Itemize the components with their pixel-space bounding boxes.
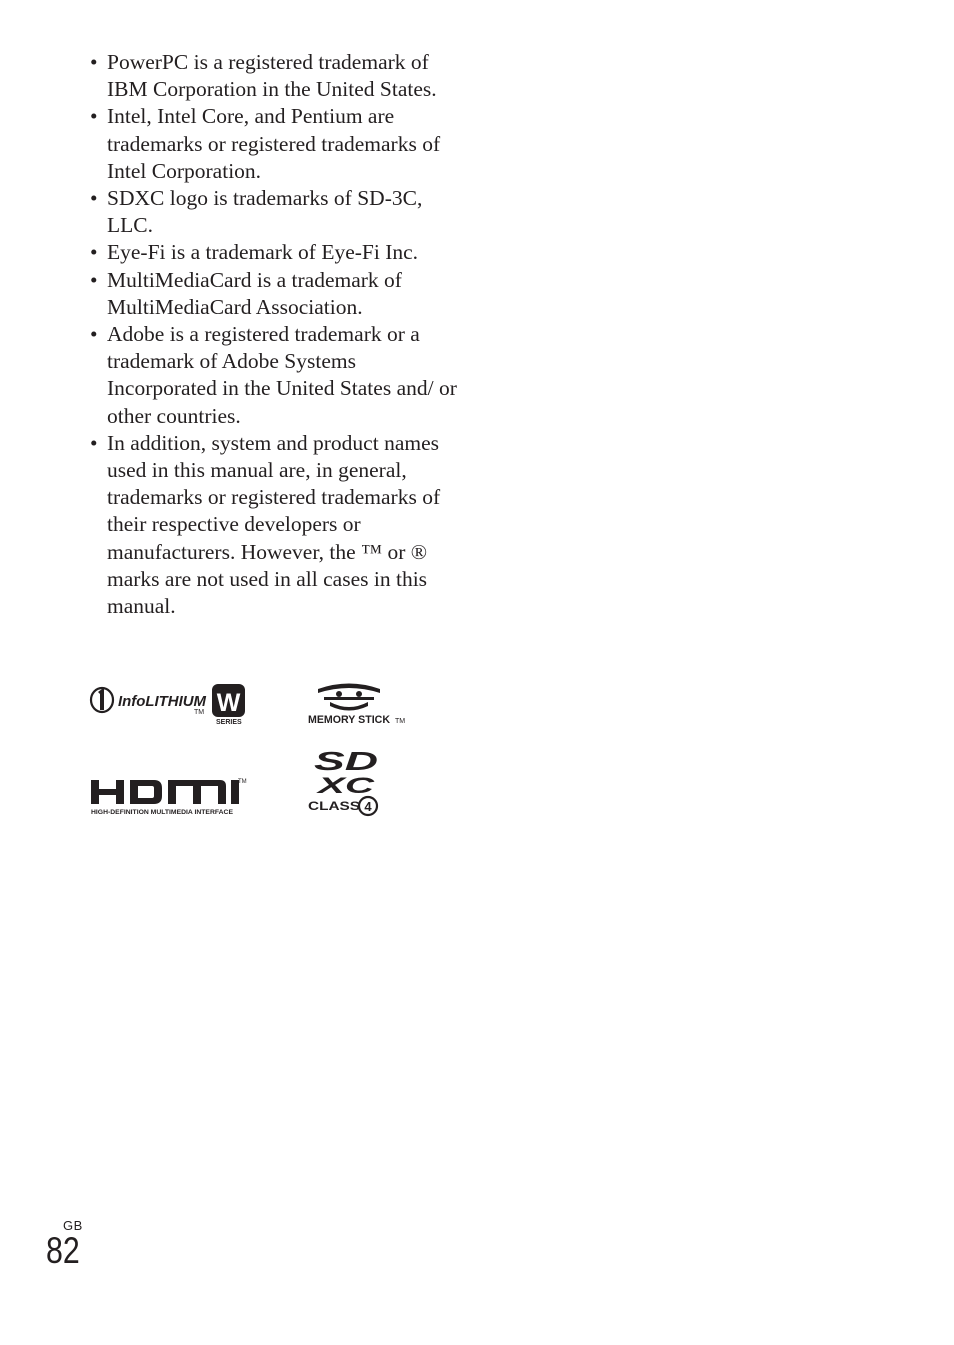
trademark-text: MultiMediaCard is a trademark of MultiMediaCard Association. (107, 267, 402, 319)
memory-stick-tm: TM (395, 718, 406, 725)
memory-stick-wordmark: MEMORY STICK (308, 714, 391, 726)
trademark-item (90, 430, 460, 620)
trademark-item (90, 103, 460, 185)
class-number: 4 (364, 799, 372, 814)
bullet: • (90, 104, 98, 129)
page-number: 82 (46, 1230, 80, 1271)
trademark-item (90, 49, 460, 103)
sdxc-class4-logo (306, 746, 386, 817)
series-label: SERIES (216, 719, 242, 726)
sd-wordmark: SD (314, 746, 379, 776)
bullet: • (90, 50, 98, 74)
bullet: • (90, 430, 98, 455)
trademark-text: In addition, system and product names used in this manual are, in general, trademarks or registered trademarks of their respective developers or manufacturers. However, the ™ or ® marks are not used in all cases in this manual. (107, 430, 441, 619)
trademark-item (90, 321, 460, 430)
xc-wordmark: XC (314, 773, 377, 798)
infolithium-wordmark: InfoLITHIUM (118, 693, 207, 710)
trademark-text: Eye-Fi is a trademark of Eye-Fi Inc. (107, 240, 419, 265)
infolithium-tm: TM (194, 709, 205, 716)
region-code: GB (63, 1218, 83, 1233)
trademark-item (90, 267, 460, 321)
trademark-text: Intel, Intel Core, and Pentium are trademarks or registered trademarks of Intel Corporation. (107, 104, 441, 183)
trademark-text: PowerPC is a registered trademark of IBM Corporation in the United States. (107, 50, 437, 102)
hdmi-tagline: HIGH-DEFINITION MULTIMEDIA INTERFACE (91, 810, 233, 816)
bullet: • (90, 267, 98, 292)
hdmi-tm: TM (238, 779, 247, 785)
infolithium-logo (90, 683, 250, 729)
memory-stick-logo (306, 680, 416, 726)
bullet: • (90, 322, 98, 347)
trademark-text: SDXC logo is trademarks of SD-3C, LLC. (107, 186, 423, 238)
hdmi-logo (90, 776, 250, 818)
bullet: • (90, 186, 98, 211)
class-label: CLASS (308, 799, 360, 813)
trademark-item (90, 185, 460, 239)
bullet: • (90, 240, 98, 265)
trademark-text: Adobe is a registered trademark or a trademark of Adobe Systems Incorporated in the United States and/ or other countries. (107, 322, 457, 428)
trademark-item (90, 239, 460, 266)
w-series-letter: W (216, 689, 241, 717)
trademark-list (90, 49, 460, 620)
